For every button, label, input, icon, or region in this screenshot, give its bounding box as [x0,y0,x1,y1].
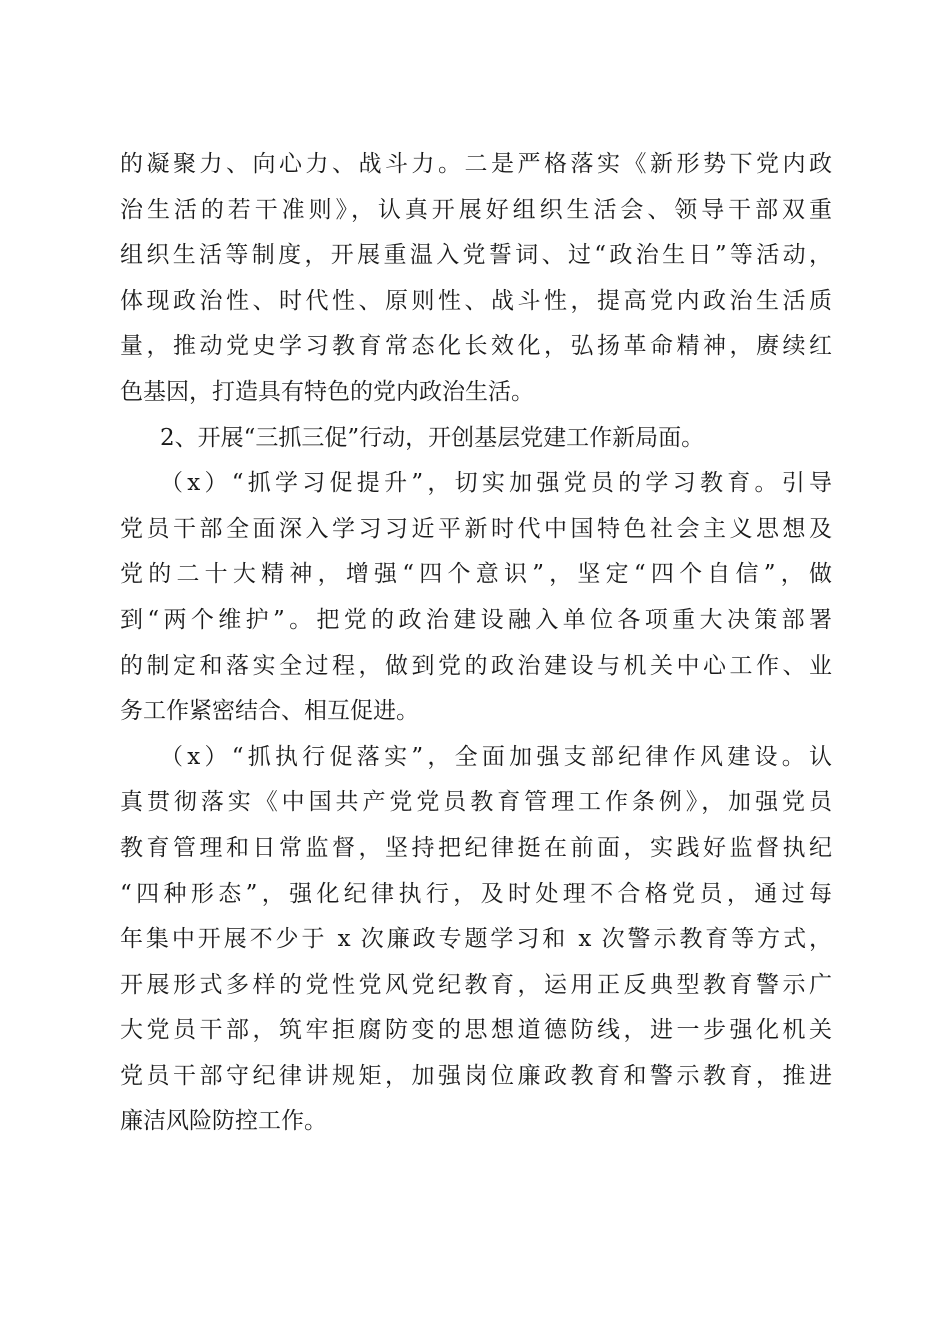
text-line: “四种形态”，强化纪律执行，及时处理不合格党员，通过每 [120,880,832,907]
text-line: 党员干部守纪律讲规矩，加强岗位廉政教育和警示教育，推进 [120,1062,832,1089]
text-line: 的凝聚力、向心力、战斗力。二是严格落实《新形势下党内政 [120,151,832,177]
text-line: 2、开展“三抓三促”行动，开创基层党建工作新局面。 [160,424,705,451]
text-line: 党的二十大精神，增强“四个意识”，坚定“四个自信”，做 [120,561,832,588]
text-line: 到“两个维护”。把党的政治建设融入单位各项重大决策部署 [120,606,832,633]
text-line: 的制定和落实全过程，做到党的政治建设与机关中心工作、业 [120,652,832,679]
text-line: （x）“抓学习促提升”，切实加强党员的学习教育。引导 [160,470,832,497]
paragraph-p4 [120,735,832,1145]
text-line: 教育管理和日常监督，坚持把纪律挺在前面，实践好监督执纪 [120,834,832,861]
paragraph-p2 [120,416,832,462]
text-line: 治生活的若干准则》，认真开展好组织生活会、领导干部双重 [120,196,832,223]
text-line: 量，推动党史学习教育常态化长效化，弘扬革命精神，赓续红 [120,333,832,360]
paragraph-p1 [120,142,832,416]
text-line: 廉洁风险防控工作。 [120,1108,327,1135]
document-body [120,142,832,1145]
text-line: 年集中开展不少于 x 次廉政专题学习和 x 次警示教育等方式， [120,926,832,953]
text-line: 务工作紧密结合、相互促进。 [120,698,419,725]
text-line: 真贯彻落实《中国共产党党员教育管理工作条例》，加强党员 [120,789,832,816]
text-line: （x）“抓执行促落实”，全面加强支部纪律作风建设。认 [160,743,832,770]
text-line: 大党员干部，筑牢拒腐防变的思想道德防线，进一步强化机关 [120,1017,832,1044]
paragraph-p3 [120,461,832,735]
text-line: 色基因，打造具有特色的党内政治生活。 [120,378,534,405]
text-line: 开展形式多样的党性党风党纪教育，运用正反典型教育警示广 [120,971,832,998]
text-line: 党员干部全面深入学习习近平新时代中国特色社会主义思想及 [120,515,832,542]
text-line: 体现政治性、时代性、原则性、战斗性，提高党内政治生活质 [120,287,832,314]
text-line: 组织生活等制度，开展重温入党誓词、过“政治生日”等活动， [120,242,832,269]
